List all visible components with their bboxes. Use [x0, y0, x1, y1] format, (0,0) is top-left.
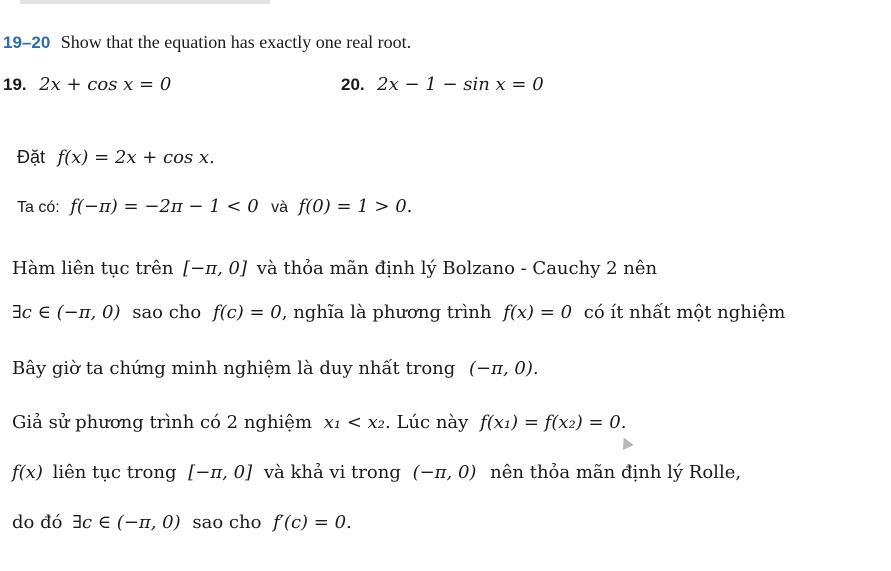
paragraph-continuity — [12, 258, 657, 279]
solution-have — [17, 196, 412, 217]
p5-rest: nên thỏa mãn định lý Rolle, — [490, 462, 742, 483]
p1-interval: [−π, 0] — [183, 258, 248, 279]
mouse-cursor-icon — [618, 435, 634, 450]
solution-let — [17, 147, 215, 168]
p4-text: Giả sử phương trình có 2 nghiệm — [12, 412, 313, 433]
exercise-19 — [3, 74, 171, 95]
paragraph-conclusion — [12, 512, 352, 533]
p1-text: Hàm liên tục trên — [12, 258, 174, 279]
p5-mid: và khả vi trong — [263, 462, 401, 483]
p3-text: Bây giờ ta chứng minh nghiệm là duy nhất trong — [12, 358, 456, 379]
paragraph-rolle — [12, 462, 741, 483]
let-label: Đặt — [17, 147, 46, 167]
p4-expression: x₁ < x₂ — [323, 412, 386, 433]
have-and: và — [271, 199, 289, 216]
p5-interval: [−π, 0] — [188, 462, 253, 483]
have-expression-2: f(0) = 1 > 0. — [298, 196, 413, 217]
p5-interval-2: (−π, 0) — [412, 462, 477, 483]
p2-text: sao cho — [132, 302, 202, 323]
p6-exists: ∃c ∈ (−π, 0) — [72, 512, 181, 533]
p6-mid: sao cho — [192, 512, 262, 533]
exercise-number: 19. — [3, 75, 27, 94]
p2-exists: ∃c ∈ (−π, 0) — [12, 302, 121, 323]
p4-mid: . Lúc này — [385, 412, 469, 433]
exercise-20 — [341, 74, 544, 95]
exercise-equation: 2x − 1 − sin x = 0 — [377, 74, 544, 95]
p2-rest: , nghĩa là phương trình — [281, 302, 492, 323]
top-divider — [20, 0, 270, 4]
p2-tail: có ít nhất một nghiệm — [583, 302, 786, 323]
p3-interval: (−π, 0). — [469, 358, 539, 379]
exercise-number: 20. — [341, 75, 365, 94]
p6-text: do đó — [12, 512, 63, 533]
paragraph-existence — [12, 302, 785, 323]
exercise-header — [3, 32, 411, 53]
paragraph-assumption — [12, 412, 626, 433]
p5-expression: f(x) — [12, 462, 43, 483]
p6-expression: f′(c) = 0. — [273, 512, 352, 533]
p2-expression-2: f(x) = 0 — [503, 302, 573, 323]
exercise-range: 19–20 — [3, 33, 51, 52]
p4-expression-2: f(x₁) = f(x₂) = 0. — [480, 412, 627, 433]
p2-expression: f(c) = 0 — [212, 302, 282, 323]
exercise-instruction: Show that the equation has exactly one real root. — [60, 32, 412, 52]
p5-text: liên tục trong — [52, 462, 177, 483]
exercise-equation: 2x + cos x = 0 — [39, 74, 172, 95]
let-expression: f(x) = 2x + cos x. — [57, 147, 215, 168]
have-label: Ta có: — [17, 199, 60, 216]
paragraph-uniqueness — [12, 358, 539, 379]
p1-rest: và thỏa mãn định lý Bolzano - Cauchy 2 nên — [256, 258, 658, 279]
have-expression-1: f(−π) = −2π − 1 < 0 — [70, 196, 259, 217]
